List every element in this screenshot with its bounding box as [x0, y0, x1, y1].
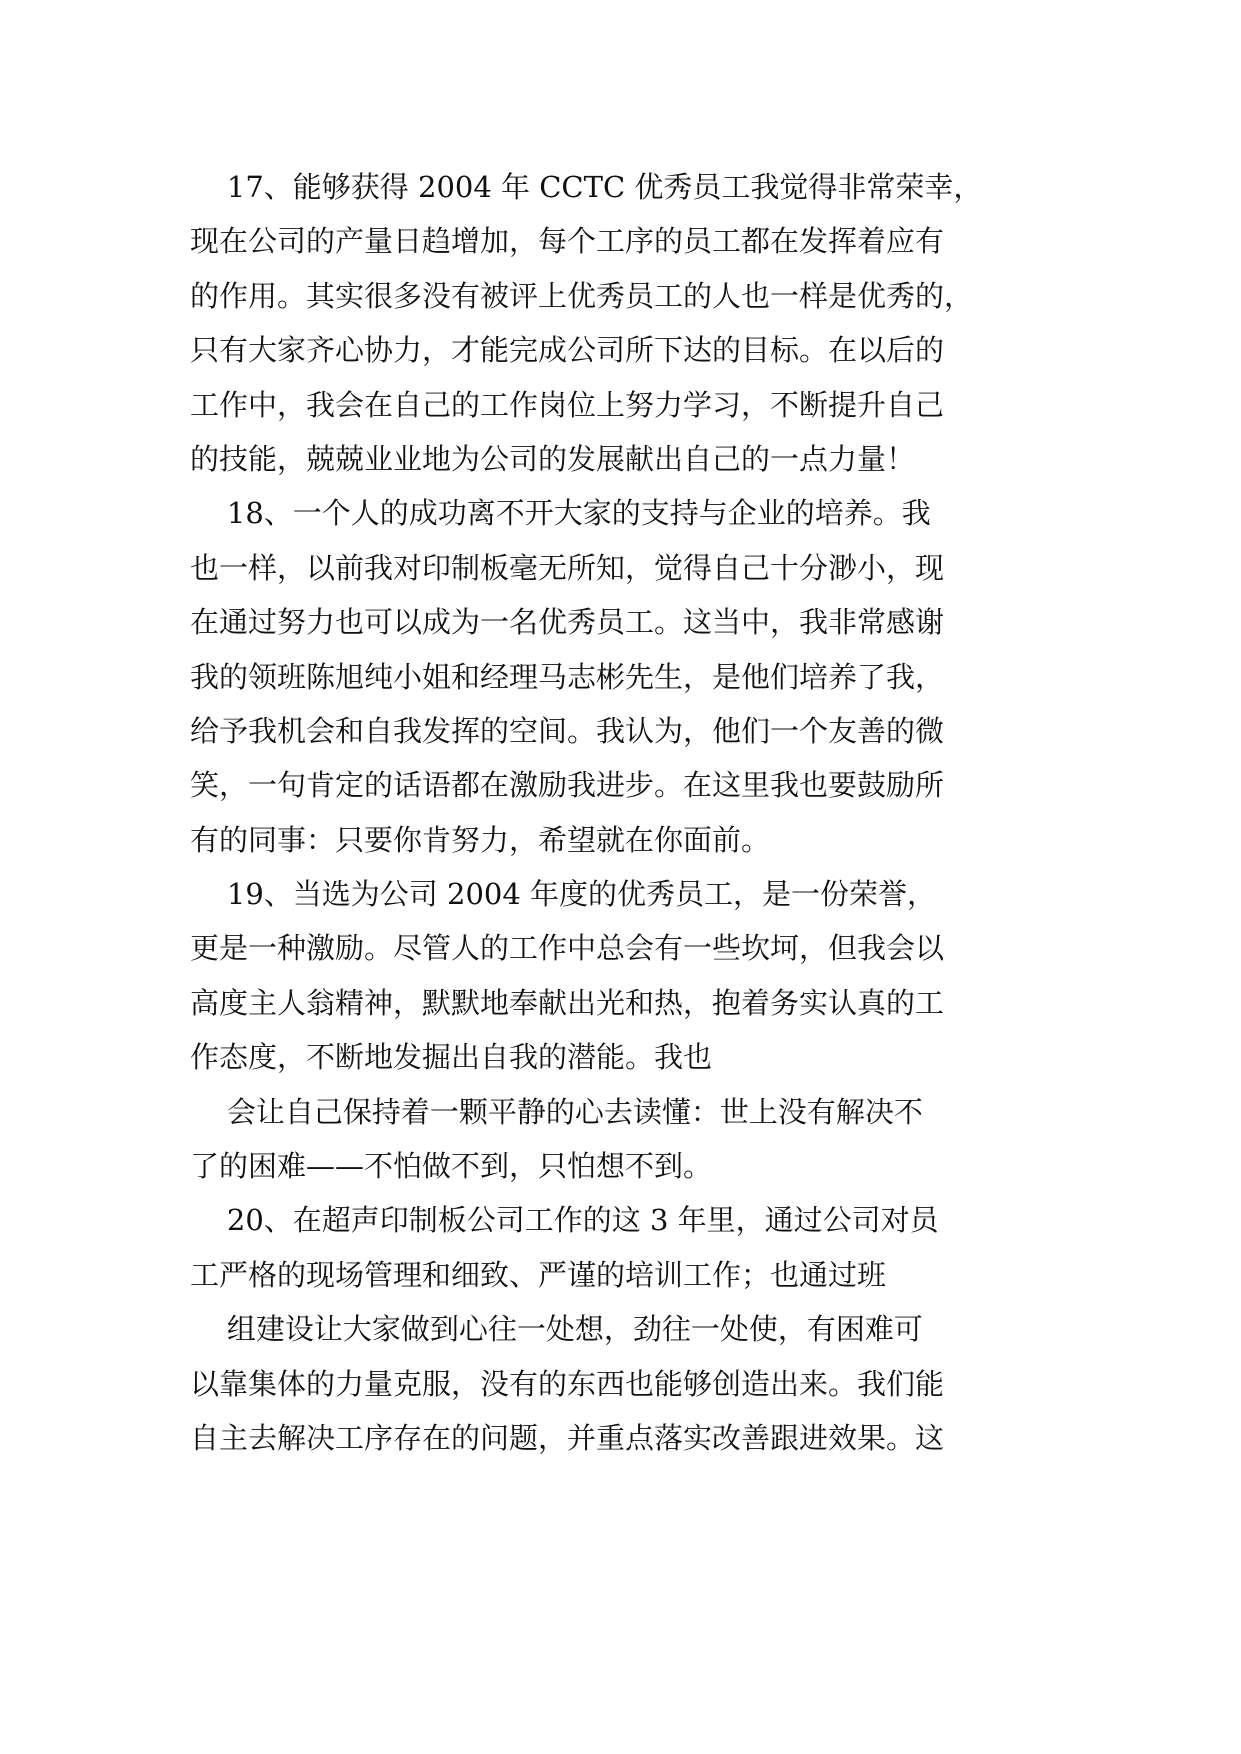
text-line: 18、一个人的成功离不开大家的支持与企业的培养。我 — [190, 496, 931, 531]
text-line: 20、在超声印制板公司工作的这 3 年里，通过公司对员 — [190, 1203, 939, 1238]
text-line: 工严格的现场管理和细致、严谨的培训工作；也通过班 — [190, 1257, 887, 1292]
text-line: 笑，一句肯定的话语都在激励我进步。在这里我也要鼓励所 — [190, 768, 945, 803]
text-line: 组建设让大家做到心往一处想，劲往一处使，有困难可 — [190, 1312, 923, 1347]
text-line: 自主去解决工序存在的问题，并重点落实改善跟进效果。这 — [190, 1420, 945, 1455]
text-line: 的技能，兢兢业业地为公司的发展献出自己的一点力量！ — [190, 441, 916, 476]
text-line: 以靠集体的力量克服，没有的东西也能够创造出来。我们能 — [190, 1366, 945, 1401]
text-line: 高度主人翁精神，默默地奉献出光和热，抱着务实认真的工 — [190, 985, 945, 1020]
text-line: 现在公司的产量日趋增加，每个工序的员工都在发挥着应有 — [190, 224, 945, 259]
text-line: 更是一种激励。尽管人的工作中总会有一些坎坷，但我会以 — [190, 931, 945, 966]
text-line: 17、能够获得 2004 年 CCTC 优秀员工我觉得非常荣幸， — [190, 170, 983, 204]
text-line: 给予我机会和自我发挥的空间。我认为，他们一个友善的微 — [190, 713, 945, 748]
text-line: 只有大家齐心协力，才能完成公司所下达的目标。在以后的 — [190, 333, 945, 368]
text-line: 工作中，我会在自己的工作岗位上努力学习，不断提升自己 — [190, 387, 945, 422]
text-line: 的作用。其实很多没有被评上优秀员工的人也一样是优秀的， — [190, 278, 974, 313]
text-line: 也一样，以前我对印制板毫无所知，觉得自己十分渺小，现 — [190, 550, 945, 585]
text-line: 19、当选为公司 2004 年度的优秀员工，是一份荣誉， — [190, 877, 937, 912]
text-line: 在通过努力也可以成为一名优秀员工。这当中，我非常感谢 — [190, 605, 945, 640]
text-line: 我的领班陈旭纯小姐和经理马志彬先生，是他们培养了我， — [190, 659, 945, 694]
text-line: 了的困难——不怕做不到，只怕想不到。 — [190, 1149, 713, 1184]
text-line: 作态度，不断地发掘出自我的潜能。我也 — [190, 1040, 713, 1075]
text-line: 会让自己保持着一颗平静的心去读懂：世上没有解决不 — [190, 1094, 923, 1129]
text-line: 有的同事：只要你肯努力，希望就在你面前。 — [190, 822, 771, 857]
body-text — [190, 160, 1090, 1465]
